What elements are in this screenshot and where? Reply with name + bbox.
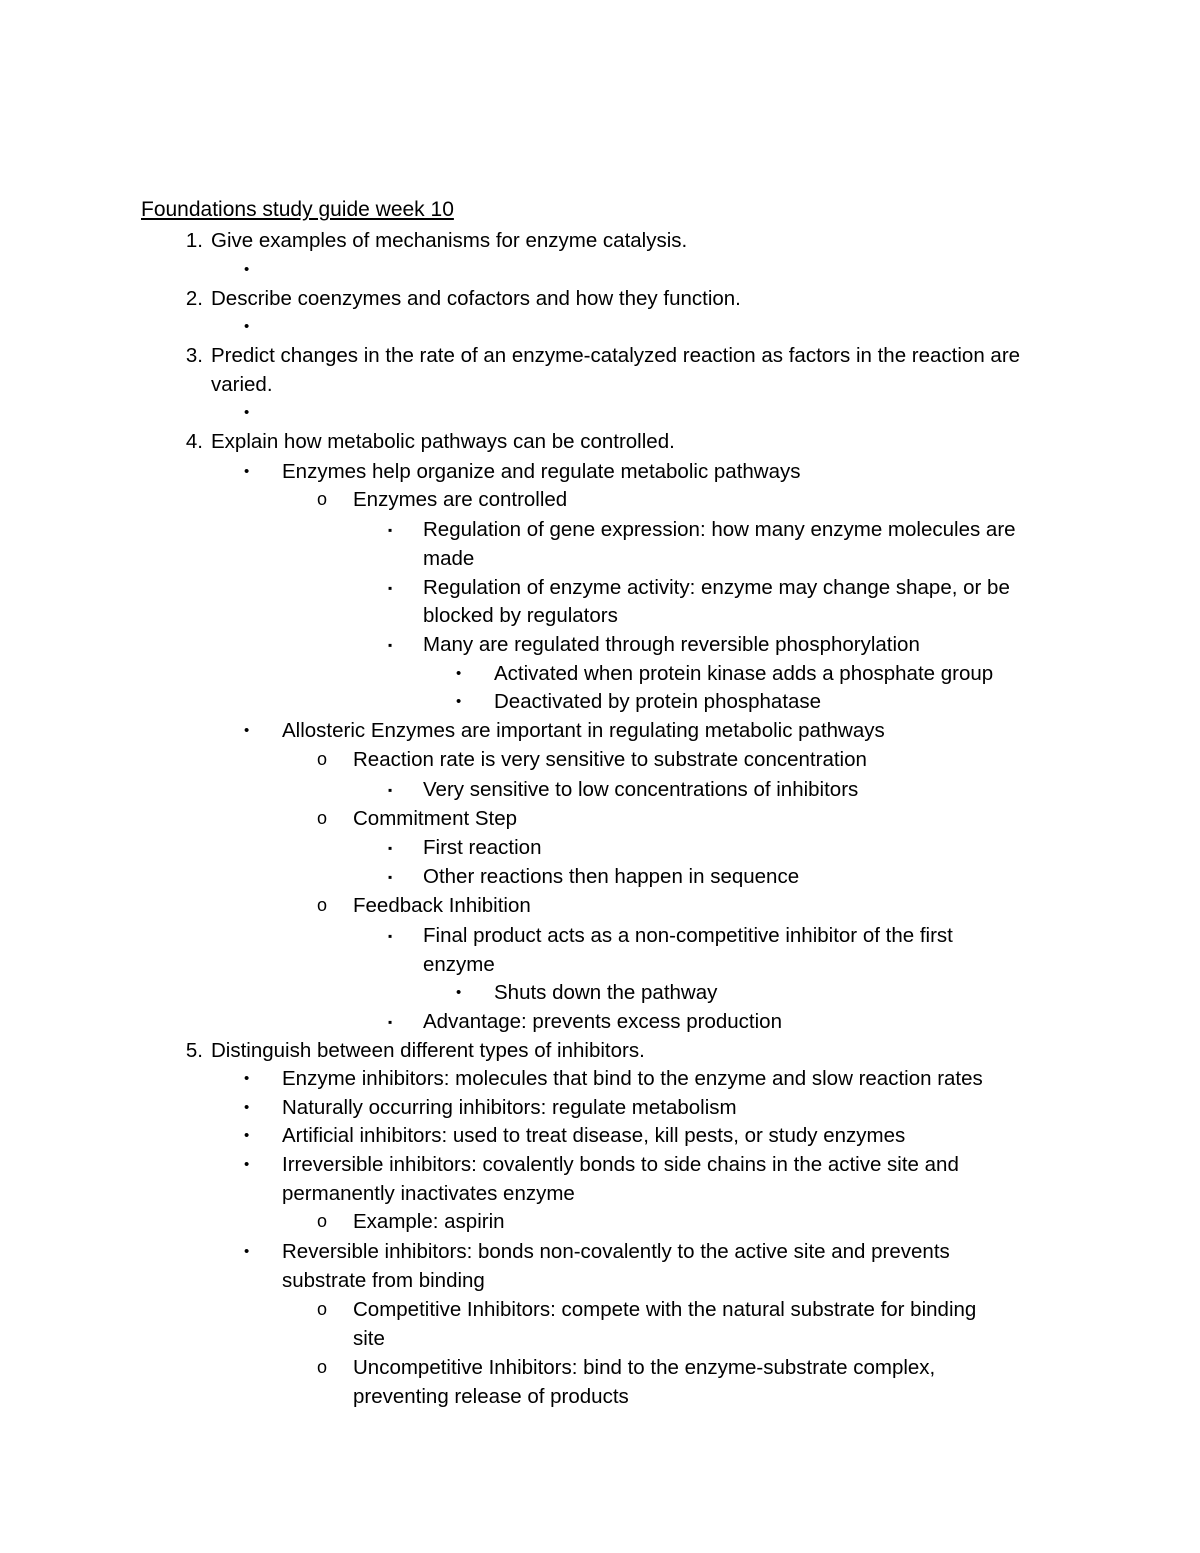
list-item (317, 807, 518, 830)
item-number: 1. (185, 229, 203, 252)
list-item (353, 1329, 385, 1350)
item-text: enzyme (423, 953, 495, 976)
bullet-icon: • (244, 1127, 250, 1144)
item-text: Commitment Step (353, 807, 518, 830)
bullet-icon: • (244, 1243, 250, 1260)
list-item (388, 518, 1016, 541)
item-text: blocked by regulators (423, 604, 618, 627)
list-item (211, 375, 273, 396)
item-text: Distinguish between different types of inhibitors. (211, 1039, 645, 1062)
item-text: Other reactions then happen in sequence (423, 865, 800, 888)
item-text: Deactivated by protein phosphatase (494, 690, 822, 713)
list-item (388, 1010, 782, 1033)
bullet-icon: • (244, 463, 250, 480)
list-item (388, 924, 953, 947)
list-item (388, 633, 920, 656)
numbered-item (185, 287, 741, 310)
list-item (456, 662, 994, 685)
bullet-icon: • (456, 984, 462, 1001)
item-text: Reaction rate is very sensitive to substrate concentration (353, 748, 867, 771)
numbered-item (185, 430, 675, 453)
item-text: Irreversible inhibitors: covalently bonds to side chains in the active site and (282, 1153, 959, 1176)
item-text: Enzymes help organize and regulate metabolic pathways (282, 460, 801, 483)
square-bullet-icon: ▪ (388, 870, 393, 884)
list-item (388, 865, 800, 888)
circle-bullet-icon: o (317, 808, 328, 828)
numbered-item (185, 344, 1021, 367)
bullet-icon: • (244, 1099, 250, 1116)
item-text: Competitive Inhibitors: compete with the natural substrate for binding (353, 1298, 977, 1321)
list-item (282, 1271, 485, 1292)
item-text: permanently inactivates enzyme (282, 1182, 575, 1205)
bullet-icon: • (244, 1070, 250, 1087)
item-text: Give examples of mechanisms for enzyme catalysis. (211, 229, 688, 252)
item-number: 3. (185, 344, 203, 367)
item-text: Allosteric Enzymes are important in regulating metabolic pathways (282, 719, 885, 742)
circle-bullet-icon: o (317, 1211, 328, 1231)
list-item (244, 719, 885, 742)
list-item (388, 576, 1010, 599)
item-number: 2. (185, 287, 203, 310)
list-item (317, 748, 867, 771)
square-bullet-icon: ▪ (388, 841, 393, 855)
square-bullet-icon: ▪ (388, 638, 393, 652)
item-number: 4. (185, 430, 203, 453)
item-text: First reaction (423, 836, 542, 859)
circle-bullet-icon: o (317, 749, 328, 769)
list-item (423, 955, 495, 976)
item-text: Many are regulated through reversible phosphorylation (423, 633, 920, 656)
list-item (317, 1210, 505, 1233)
item-text: Reversible inhibitors: bonds non-covalently to the active site and prevents (282, 1240, 950, 1263)
item-text: Predict changes in the rate of an enzyme-catalyzed reaction as factors in the reaction are (211, 344, 1021, 367)
item-text: Regulation of gene expression: how many enzyme molecules are (423, 518, 1016, 541)
list-item (244, 1153, 959, 1176)
list-item (282, 1184, 575, 1205)
item-text: Explain how metabolic pathways can be controlled. (211, 430, 675, 453)
list-item (423, 549, 474, 570)
item-text: Artificial inhibitors: used to treat disease, kill pests, or study enzymes (282, 1124, 906, 1147)
list-item (317, 1356, 936, 1379)
circle-bullet-icon: o (317, 1299, 328, 1319)
numbered-item (185, 1039, 645, 1062)
item-text: Describe coenzymes and cofactors and how they function. (211, 287, 741, 310)
item-text: Enzymes are controlled (353, 488, 568, 511)
item-text: Shuts down the pathway (494, 981, 718, 1004)
item-text: Regulation of enzyme activity: enzyme may change shape, or be (423, 576, 1010, 599)
list-item (244, 1124, 906, 1147)
item-text: Final product acts as a non-competitive inhibitor of the first (423, 924, 953, 947)
list-item (388, 778, 859, 801)
item-text: substrate from binding (282, 1269, 485, 1292)
list-item (353, 1387, 629, 1408)
bullet-icon: • (456, 693, 462, 710)
list-item (244, 460, 801, 483)
numbered-item (185, 229, 688, 252)
item-number: 5. (185, 1039, 203, 1062)
bullet-icon: • (456, 665, 462, 682)
bullet-icon: • (244, 318, 250, 335)
item-text: Example: aspirin (353, 1210, 505, 1233)
item-text: preventing release of products (353, 1385, 629, 1408)
square-bullet-icon: ▪ (388, 783, 393, 797)
list-item (244, 1240, 950, 1263)
bullet-icon: • (244, 1156, 250, 1173)
square-bullet-icon: ▪ (388, 523, 393, 537)
list-item (456, 690, 822, 713)
page-title: Foundations study guide week 10 (141, 198, 454, 221)
item-text: Advantage: prevents excess production (423, 1010, 782, 1033)
bullet-icon: • (244, 722, 250, 739)
item-text: site (353, 1327, 385, 1350)
square-bullet-icon: ▪ (388, 581, 393, 595)
square-bullet-icon: ▪ (388, 929, 393, 943)
item-text: Enzyme inhibitors: molecules that bind to the enzyme and slow reaction rates (282, 1067, 983, 1090)
list-item (456, 981, 718, 1004)
list-item (317, 1298, 977, 1321)
item-text: Very sensitive to low concentrations of inhibitors (423, 778, 859, 801)
item-text: made (423, 547, 475, 570)
list-item (423, 606, 618, 627)
circle-bullet-icon: o (317, 1357, 328, 1377)
item-text: varied. (211, 373, 273, 396)
list-item (317, 488, 568, 511)
square-bullet-icon: ▪ (388, 1015, 393, 1029)
list-item (244, 1067, 983, 1090)
bullet-icon: • (244, 261, 250, 278)
list-item (244, 1096, 737, 1119)
list-item (388, 836, 542, 859)
item-text: Naturally occurring inhibitors: regulate metabolism (282, 1096, 737, 1119)
item-text: Feedback Inhibition (353, 894, 531, 917)
item-text: Uncompetitive Inhibitors: bind to the enzyme-substrate complex, (353, 1356, 936, 1379)
item-text: Activated when protein kinase adds a phosphate group (494, 662, 994, 685)
circle-bullet-icon: o (317, 489, 328, 509)
list-item (317, 894, 531, 917)
bullet-icon: • (244, 404, 250, 421)
circle-bullet-icon: o (317, 895, 328, 915)
